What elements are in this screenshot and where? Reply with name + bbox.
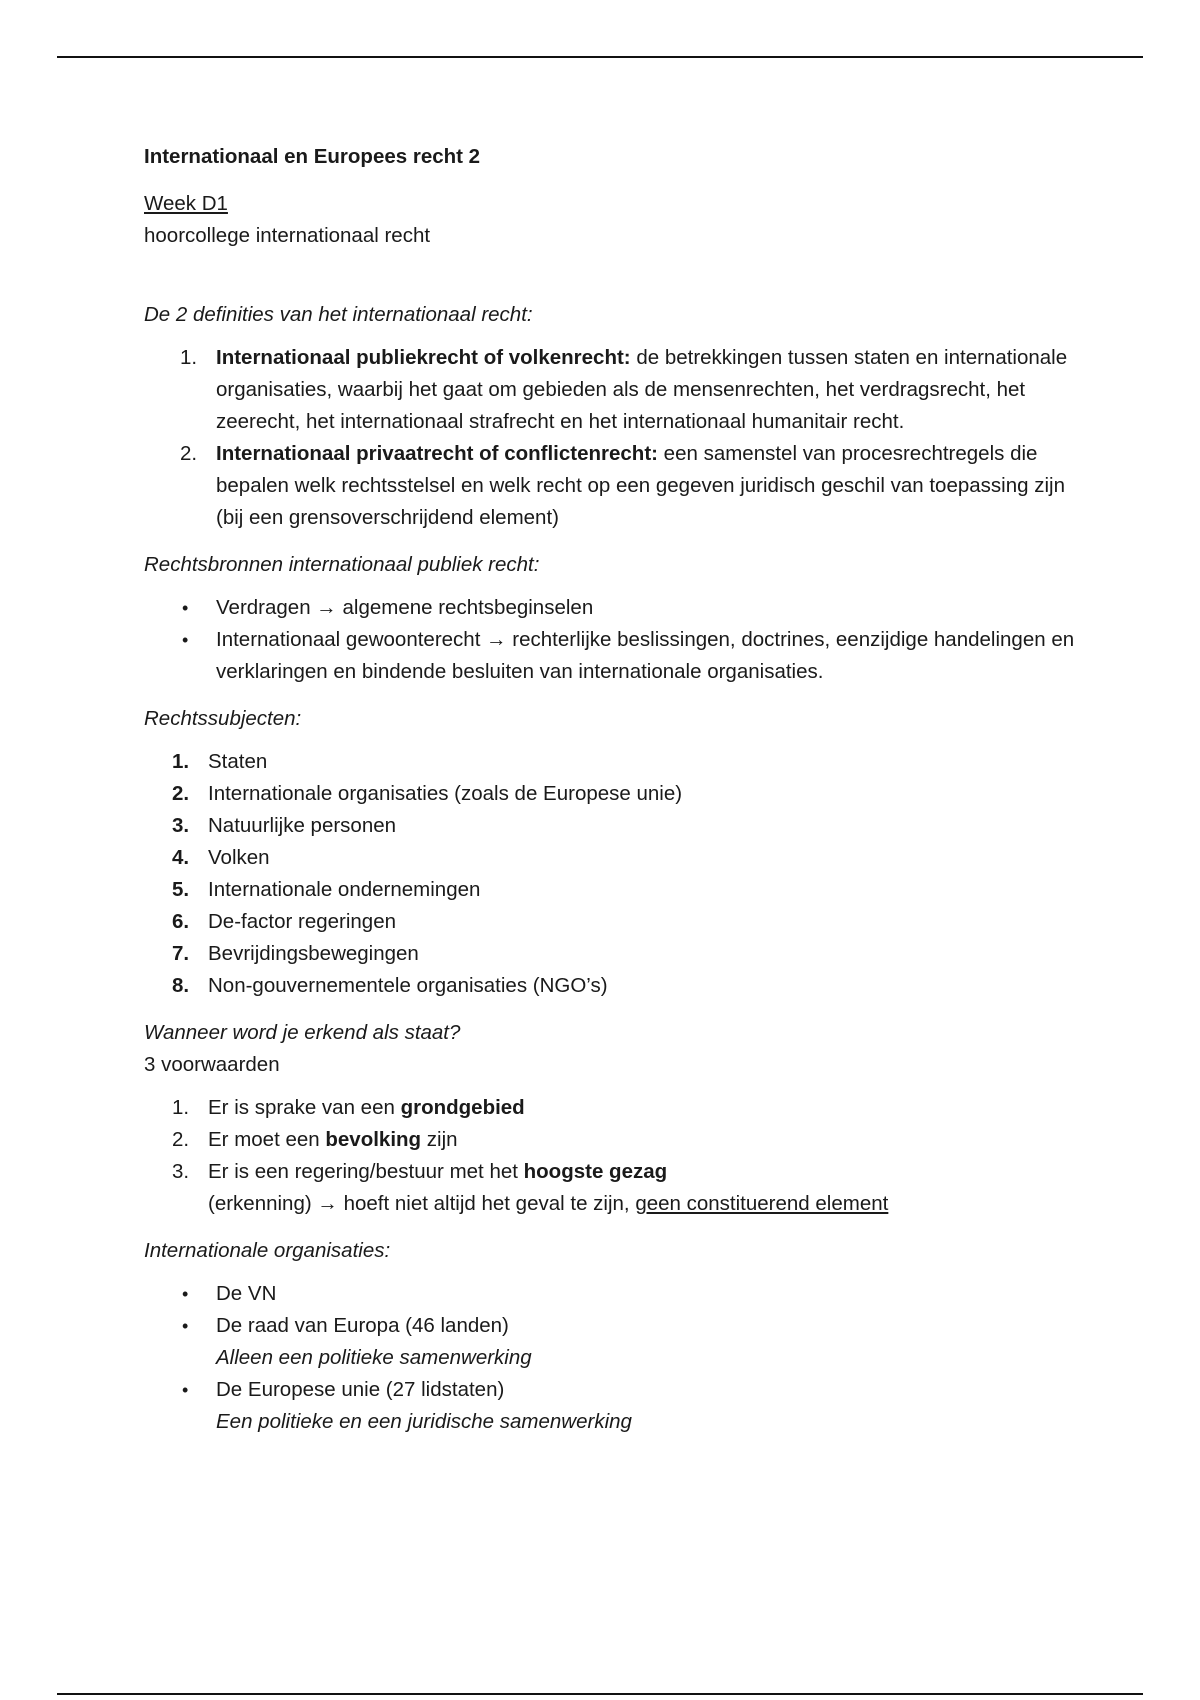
bullet-icon: • [182,1380,189,1400]
lecture-subtitle: hoorcollege internationaal recht [144,224,431,247]
list-item [144,342,1084,438]
list-item [144,746,1084,778]
document-page [144,141,1084,1438]
definition-term: Internationaal publiekrecht of volkenrecht: [216,346,631,369]
recognition-note: (erkenning) → hoeft niet altijd het geval te zijn, [208,1192,636,1215]
list-item [144,970,1084,1002]
list-item [144,842,1084,874]
list-number: 3. [172,1160,190,1183]
list-number: 2. [172,1128,190,1151]
list-item [144,1310,1084,1374]
state-question: Wanneer word je erkend als staat? [144,1021,461,1044]
list-number: 1. [172,1096,190,1119]
list-number: 2. [180,442,198,465]
definition-text: een samenstel van procesrechtregels die bepalen welk rechtsstelsel en welk recht op een gegeven juridisch geschil van toepassing zijn (bij een grensoverschrijdend element) [216,442,1065,529]
subject-text: De-factor regeringen [208,910,397,933]
organisation-name: De VN [216,1282,277,1305]
subjects-list [144,746,1084,1002]
organisations-heading: Internationale organisaties: [144,1239,391,1262]
list-number: 1. [172,750,190,773]
list-item [144,1092,1084,1124]
list-item [144,1374,1084,1438]
sources-heading: Rechtsbronnen internationaal publiek recht: [144,553,540,576]
state-conditions-count: 3 voorwaarden [144,1053,280,1076]
document-title: Internationaal en Europees recht 2 [144,145,481,168]
condition-key: grondgebied [400,1096,525,1119]
list-item [144,874,1084,906]
week-label: Week D1 [144,192,228,215]
list-number: 3. [172,814,190,837]
subjects-heading: Rechtssubjecten: [144,707,302,730]
definition-text: de betrekkingen tussen staten en internationale organisaties, waarbij het gaat om gebieden als de mensenrechten, het verdragsrecht, het zeerecht, het internationaal strafrecht en het internationaal humanitair recht. [216,346,1068,433]
subject-text: Bevrijdingsbewegingen [208,942,419,965]
list-number: 4. [172,846,190,869]
bullet-icon: • [182,598,189,618]
bullet-icon: • [182,1316,189,1336]
subject-text: Internationale organisaties (zoals de Europese unie) [208,782,683,805]
bullet-icon: • [182,1284,189,1304]
source-text: Verdragen → algemene rechtsbeginselen [216,596,594,619]
organisation-name: De Europese unie (27 lidstaten) [216,1378,505,1401]
condition-suffix: zijn [421,1128,458,1151]
subject-text: Natuurlijke personen [208,814,397,837]
footer-rule [57,1693,1143,1695]
sources-list [144,592,1084,688]
organisation-note: Alleen een politieke samenwerking [216,1346,532,1369]
bullet-icon: • [182,630,189,650]
subject-text: Internationale ondernemingen [208,878,481,901]
condition-text: Er is een regering/bestuur met het [208,1160,524,1183]
list-item [144,592,1084,624]
definitions-list [144,342,1084,534]
list-item [144,810,1084,842]
list-number: 2. [172,782,190,805]
recognition-note-underlined: geen constituerend element [635,1192,889,1215]
list-item [144,1156,1084,1220]
list-number: 1. [180,346,198,369]
condition-key: hoogste gezag [523,1160,668,1183]
list-item [144,778,1084,810]
condition-key: bevolking [325,1128,422,1151]
subject-text: Staten [208,750,268,773]
subject-text: Non-gouvernementele organisaties (NGO’s) [208,974,608,997]
subject-text: Volken [208,846,270,869]
list-number: 5. [172,878,190,901]
organisation-note: Een politieke en een juridische samenwerking [216,1410,632,1433]
list-item [144,1278,1084,1310]
state-conditions-list [144,1092,1084,1220]
list-item [144,438,1084,534]
list-item [144,938,1084,970]
list-item [144,624,1084,688]
definition-term: Internationaal privaatrecht of conflictenrecht: [216,442,658,465]
list-number: 6. [172,910,190,933]
list-number: 8. [172,974,190,997]
list-number: 7. [172,942,190,965]
organisations-list [144,1278,1084,1438]
condition-text: Er is sprake van een [208,1096,401,1119]
condition-text: Er moet een [208,1128,326,1151]
definitions-heading: De 2 definities van het internationaal recht: [144,303,533,326]
header-rule [57,56,1143,58]
source-text: Internationaal gewoonterecht → rechterlijke beslissingen, doctrines, eenzijdige handelingen en verklaringen en bindende besluiten van internationale organisaties. [216,628,1075,683]
list-item [144,906,1084,938]
list-item [144,1124,1084,1156]
organisation-name: De raad van Europa (46 landen) [216,1314,509,1337]
